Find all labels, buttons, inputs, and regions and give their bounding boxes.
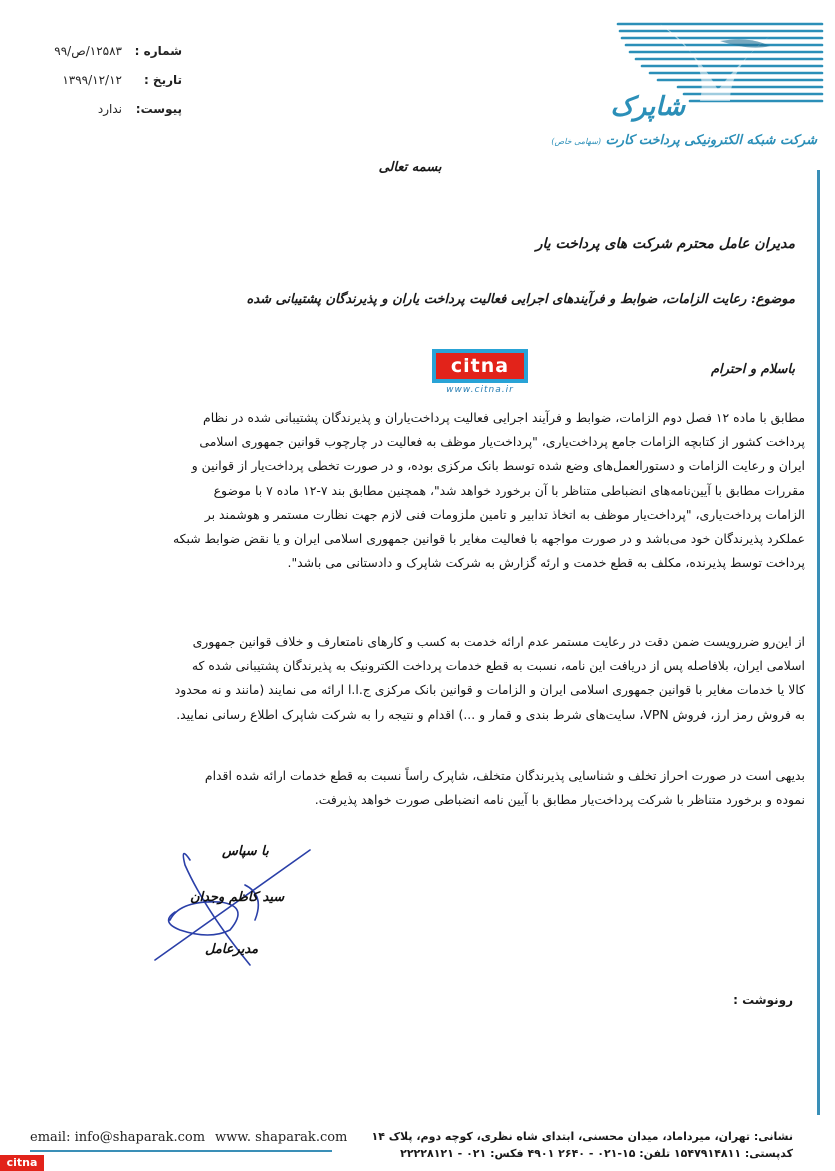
signature-closing: با سپاس (222, 844, 269, 859)
body-paragraph-2 (95, 630, 805, 727)
logo-company-suffix: (سهامی خاص) (551, 137, 602, 146)
letter-date-row (22, 73, 182, 102)
paragraph-line: مقررات مطابق با آیین‌نامه‌های انضباطی متناظر با آن برخورد خواهد شد"، همچنین مطابق بند ۷-۱۲ ماده ۷ با موضوع (213, 482, 805, 498)
signature-title: مدیرعامل (205, 942, 259, 957)
footer-website-link[interactable]: www. shaparak.com (215, 1130, 348, 1145)
letter-attachment-row (22, 102, 182, 131)
paragraph-line: الزامات پرداخت‌یاری، "پرداخت‌یار موظف به اتخاذ تدابیر و تامین ملزومات فنی لازم جهت نظارت مستمر و هوشمند بر (204, 506, 805, 522)
body-paragraph-1 (95, 406, 805, 575)
signature-name: سید کاظم وجدان (190, 890, 285, 905)
footer-contact: کدپستی: ۱۵۴۷۹۱۴۸۱۱ تلفن: ۱۵-۰۲۱ - ۲۶۴۰ ۴۹۰۱ فکس: ۰۲۱ - ۲۲۲۲۸۱۲۱ (400, 1147, 793, 1160)
margin-rule (817, 170, 820, 1115)
paragraph-line: عملکرد پذیرندگان خود می‌باشد و در صورت مواجهه با فعالیت مغایر با قوانین جمهوری اسلامی ایران و یا نقض ضوابط شبکه (172, 530, 805, 546)
footer-divider (30, 1150, 332, 1152)
paragraph-line: به فروش رمز ارز، فروش VPN، سایت‌های شرط بندی و قمار و ...) اقدام و نتیجه را به شرکت شاپرک اطلاع رسانی نمایید. (176, 706, 805, 722)
letter-date-value: ۱۳۹۹/۱۲/۱۲ (62, 73, 122, 87)
letter-number-row (22, 44, 182, 73)
logo-company-text: شرکت شبکه الکترونیکی پرداخت کارت (605, 133, 817, 148)
logo-brand-name: شاپرک (610, 92, 685, 122)
footer-email-link[interactable]: email: info@shaparak.com (30, 1130, 206, 1145)
paragraph-line: بدیهی است در صورت احراز تخلف و شناسایی پذیرندگان متخلف، شاپرک راساً نسبت به قطع خدمات ارائه شده اقدام (204, 768, 805, 783)
subject-text: رعایت الزامات، ضوابط و فرآیندهای اجرایی فعالیت پرداخت یاران و پذیرندگان پشتیبانی شده (246, 292, 747, 307)
letter-number-label: شماره : (134, 44, 182, 58)
footer-address-block (372, 1128, 793, 1162)
paragraph-line: پرداخت توسط پذیرنده، مکلف به قطع خدمت و ارئه گزارش به شرکت شاپرک و دادستانی می باشد". (287, 555, 805, 571)
paragraph-line: کالا یا خدمات مغایر با قوانین جمهوری اسلامی ایران و الزامات و قوانین بانک مرکزی ج.ا.ا ارائه می نمایند (مانند و نه محدود (174, 682, 805, 698)
subject-label: موضوع: (751, 292, 795, 307)
footer-address: نشانی: تهران، میرداماد، میدان محسنی، ابتدای شاه نظری، کوچه دوم، پلاک ۱۴ (371, 1130, 793, 1143)
letter-number-value: ۱۲۵۸۳/ص/۹۹ (54, 44, 122, 58)
citna-watermark-url: www.citna.ir (446, 385, 514, 395)
greeting-line: باسلام و احترام (710, 362, 795, 377)
paragraph-line: پرداخت کشور از کتابچه الزامات جامع پرداخت‌یاری، "پرداخت‌یار موظف به فعالیت در چارچوب قوانین جمهوری اسلامی (199, 434, 805, 450)
paragraph-line: مطابق با ماده ۱۲ فصل دوم الزامات، ضوابط و فرآیند اجرایی فعالیت پرداخت‌یاران و پذیرندگان پشتیبانی شده در نظام (203, 410, 805, 425)
cc-label: رونوشت : (733, 993, 793, 1007)
letter-attachment-label: پیوست: (135, 102, 182, 116)
citna-brand-text: citna (436, 353, 524, 379)
paragraph-line: اسلامی ایران، بلافاصله پس از دریافت این نامه، نسبت به قطع خدمات پرداخت الکترونیک به پذیرندگان پشتیبانی شده که (191, 658, 805, 674)
letter-meta (22, 44, 182, 131)
citna-corner-logo: citna (0, 1155, 44, 1171)
logo-company-name (551, 132, 817, 150)
letter-attachment-value: ندارد (97, 102, 122, 116)
paragraph-line: نموده و برخورد متناظر با شرکت پرداخت‌یار مطابق با آیین نامه انضباطی صورت خواهد پذیرفت. (314, 792, 805, 808)
recipient-line: مدیران عامل محترم شرکت های پرداخت یار (535, 236, 795, 252)
paragraph-line: از این‌رو ضررویست ضمن دقت در رعایت مستمر عدم ارائه خدمت به کسب و کارهای نامتعارف و خلاف قوانین جمهوری (192, 634, 805, 649)
citna-watermark-logo (432, 349, 528, 383)
bismillah-heading: بسمه تعالی (378, 160, 442, 175)
body-paragraph-3 (95, 764, 805, 812)
letter-date-label: تاریخ : (143, 73, 182, 87)
subject-line (247, 292, 795, 307)
paragraph-line: ایران و رعایت الزامات و دستورالعمل‌های وضع شده توسط بانک مرکزی بوده، و در صورت تخطی پرداخت‌یار از قوانین و (191, 458, 805, 474)
